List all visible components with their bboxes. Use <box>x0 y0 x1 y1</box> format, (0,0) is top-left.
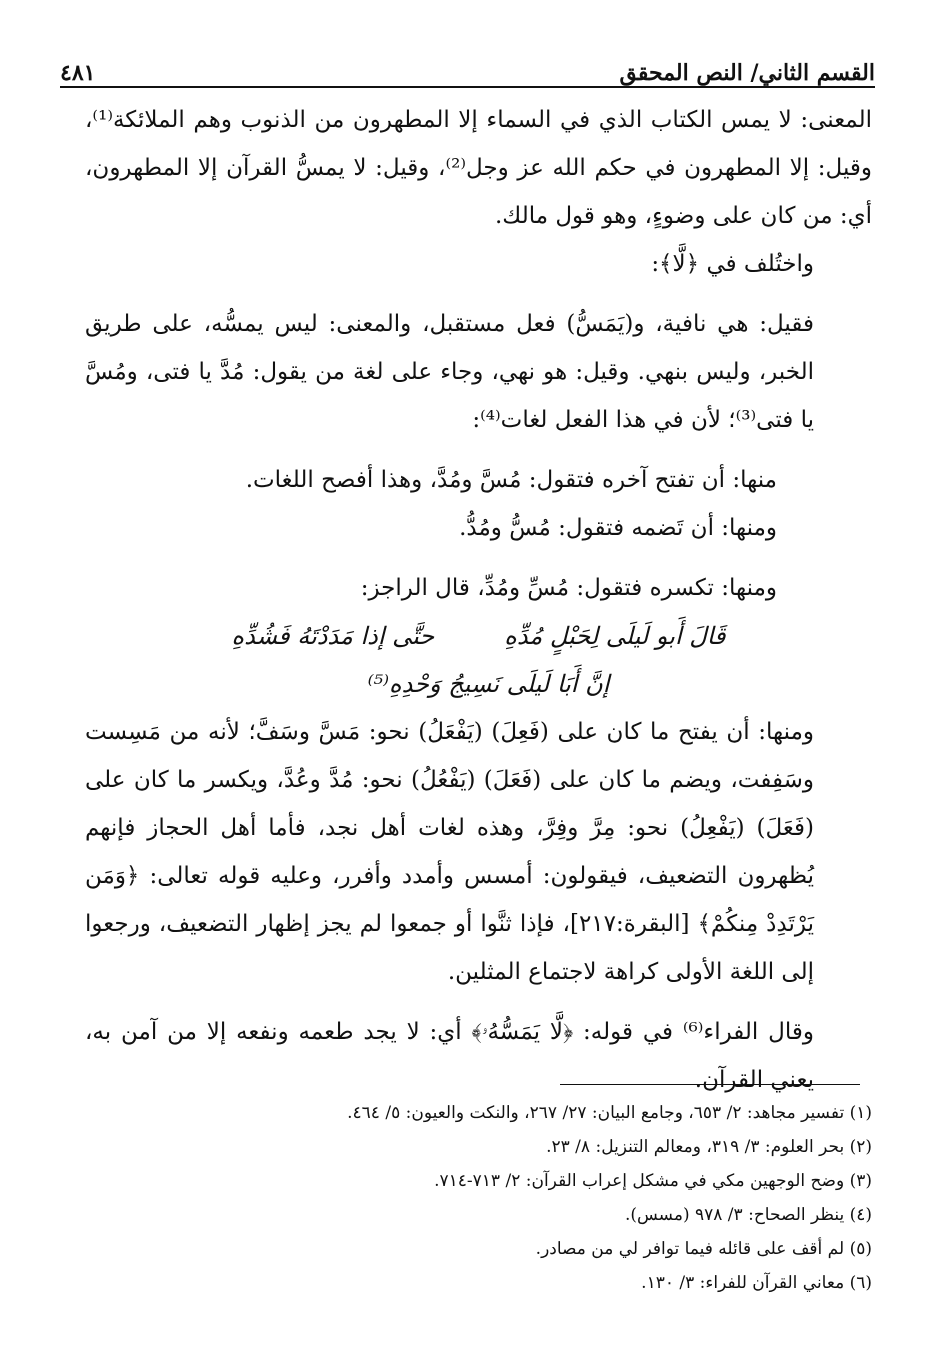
footnote: (٣) وضح الوجهين مكي في مشكل إعراب القرآن: ٢/ ٧١٣-٧١٤. <box>434 1171 872 1191</box>
footnotes <box>150 1096 872 1300</box>
main-text <box>85 96 872 1104</box>
footnote: (١) تفسير مجاهد: ٢/ ٦٥٣، وجامع البيان: ٢٧/ ٢٦٧، والنكت والعيون: ٥/ ٤٦٤. <box>347 1103 872 1123</box>
page-number: ٤٨١ <box>60 60 96 86</box>
section-title: القسم الثاني/ النص المحقق <box>619 60 875 86</box>
footnote: (٢) بحر العلوم: ٣/ ٣١٩، ومعالم التنزيل: ٨/ ٢٣. <box>546 1137 872 1157</box>
paragraph-farra: وقال الفراء⁽⁶⁾ في قوله: ﴿لَّا يَمَسُّهُۥ﴾ أي: لا يجد طعمه ونفعه إلا من آمن به، يعني القرآن. <box>85 1019 814 1093</box>
running-header <box>60 40 875 86</box>
poem-line <box>85 612 872 660</box>
footnote: (٦) معاني القرآن للفراء: ٣/ ١٣٠. <box>641 1273 872 1293</box>
verse-hemistich-first: قَالَ أَبو لَيلَى لِحَبْلٍ مُدِّهِ <box>504 622 726 650</box>
paragraph-hijaz-dialect: ومنها: أن يفتح ما كان على (فَعِلَ) (يَفْعَلُ) نحو: مَسَّ وسَفَّ؛ لأنه من مَسِست وسَفِفت، ويضم ما كان على (فَعَلَ) (يَفْعُلُ) نحو: مُدَّ وعُدَّ، ويكسر ما كان على (فَعَلَ) (يَفْعِلُ) نحو: مِرَّ وفِرَّ، وهذه لغات أهل نجد، فأما أهل الحجاز فإنهم يُظهرون التضعيف، فيقولون: أمسس وأمدد وأفرر، وعليه قوله تعالى: ﴿وَمَن يَرْتَدِدْ مِنكُمْ﴾ [البقرة:٢١٧]، فإذا ثنَّوا أو جمعوا لم يجز إظهار التضعيف، ورجعوا إلى اللغة الأولى كراهة لاجتماع المثلين. <box>85 719 814 985</box>
footnote-separator <box>560 1084 860 1085</box>
paragraph-dialect-damma: ومنها: أن تَضمه فتقول: مُسُّ ومُدُّ. <box>459 515 777 541</box>
footnote: (٥) لم أقف على قائله فيما توافر لي من مصادر. <box>535 1239 872 1259</box>
verse-hemistich-second: حتَّى إذا مَدَدْتَهُ فَشُدِّهِ <box>231 622 435 650</box>
header-rule <box>60 86 875 88</box>
paragraph-dialect-fatha: منها: أن تفتح آخره فتقول: مُسَّ ومُدَّ، وهذا أفصح اللغات. <box>245 467 777 493</box>
paragraph-negation-or-prohibition: فقيل: هي نافية، و(يَمَسُّ) فعل مستقبل، والمعنى: ليس يمسُّه، على طريق الخبر، وليس بنهي. وقيل: هو نهي، وجاء على لغة من يقول: مُدَّ يا فتى، ومُسَّ يا فتى⁽³⁾؛ لأن في هذا الفعل لغات⁽⁴⁾: <box>85 311 814 433</box>
footnote: (٤) ينظر الصحاح: ٣/ ٩٧٨ (مسس). <box>624 1205 872 1225</box>
poem-line-final: إنَّ أَبَا لَيلَى نَسِيجُ وَحْدِهِ⁽⁵⁾ <box>367 670 610 698</box>
paragraph-meaning: المعنى: لا يمس الكتاب الذي في السماء إلا المطهرون من الذنوب وهم الملائكة⁽¹⁾، وقيل: إلا المطهرون في حكم الله عز وجل⁽²⁾، وقيل: لا يمسُّ القرآن إلا المطهرون، أي: من كان على وضوءٍ، وهو قول مالك. <box>85 107 872 229</box>
paragraph-disagreement: واختُلف في ﴿لَّا﴾: <box>651 251 814 277</box>
paragraph-dialect-kasra: ومنها: تكسره فتقول: مُسِّ ومُدِّ، قال الراجز: <box>360 575 777 601</box>
